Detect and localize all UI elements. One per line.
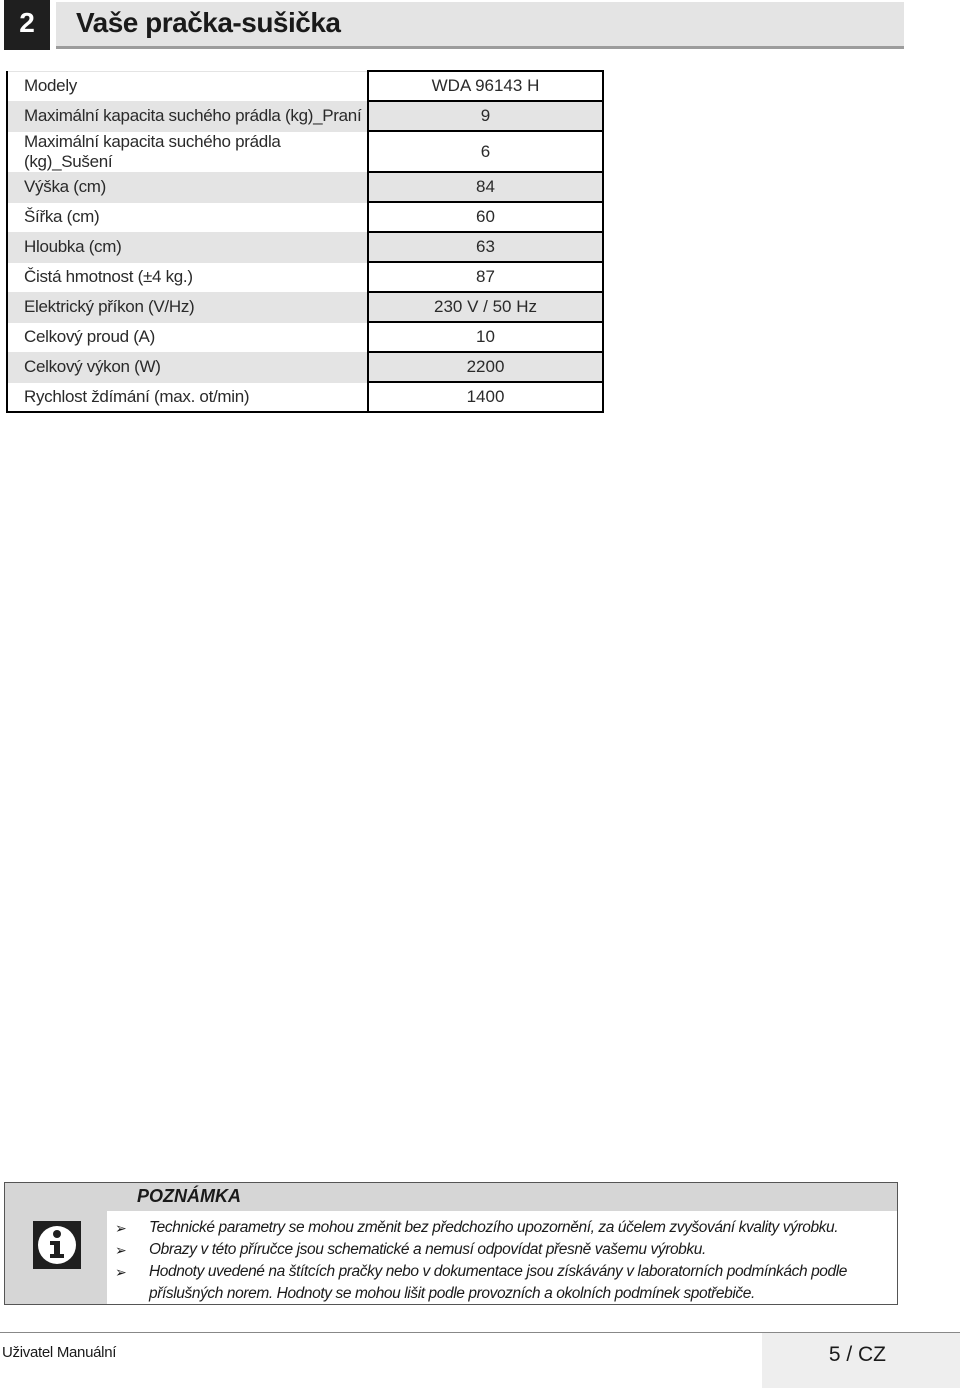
- table-row: [7, 322, 603, 352]
- row-label: Hloubka (cm): [7, 232, 368, 262]
- list-item: [115, 1239, 889, 1261]
- section-number: 2: [4, 0, 50, 50]
- row-label: Maximální kapacita suchého prádla (kg)_Praní: [7, 101, 368, 131]
- section-title-bar: [56, 2, 904, 49]
- row-label: Celkový výkon (W): [7, 352, 368, 382]
- table-row: [7, 382, 603, 412]
- row-value: 10: [368, 322, 603, 352]
- row-value: 87: [368, 262, 603, 292]
- section-title: Vaše pračka-sušička: [76, 7, 341, 38]
- arrow-bullet-icon: ➢: [115, 1264, 127, 1280]
- table-row: [7, 172, 603, 202]
- note-title-bar: [107, 1183, 897, 1211]
- footer-page-box: [762, 1333, 960, 1388]
- note-item-text: Obrazy v této příručce jsou schematické a nemusí odpovídat přesně vašemu výrobku.: [149, 1241, 706, 1258]
- table-row: [7, 202, 603, 232]
- note-icon-column: [5, 1183, 107, 1304]
- row-value: 9: [368, 101, 603, 131]
- row-label: Rychlost ždímání (max. ot/min): [7, 382, 368, 412]
- row-value: 1400: [368, 382, 603, 412]
- section-header: [4, 0, 904, 50]
- footer-manual-label: Uživatel Manuální: [2, 1344, 117, 1361]
- table-row: [7, 352, 603, 382]
- arrow-bullet-icon: ➢: [115, 1242, 127, 1258]
- row-value: 6: [368, 131, 603, 172]
- row-value: 60: [368, 202, 603, 232]
- row-value: 84: [368, 172, 603, 202]
- table-row: [7, 262, 603, 292]
- note-list: [115, 1217, 889, 1305]
- note-item-text: Technické parametry se mohou změnit bez předchozího upozornění, za účelem zvyšování kvality výrobku.: [149, 1219, 839, 1236]
- page-number: 5 / CZ: [828, 1343, 886, 1366]
- list-item: [115, 1261, 889, 1305]
- note-box: [4, 1182, 898, 1305]
- row-label: Výška (cm): [7, 172, 368, 202]
- row-value: WDA 96143 H: [368, 71, 603, 101]
- row-value: 2200: [368, 352, 603, 382]
- row-label: Maximální kapacita suchého prádla (kg)_Sušení: [7, 131, 368, 172]
- row-label: Šířka (cm): [7, 202, 368, 232]
- table-row: [7, 232, 603, 262]
- arrow-bullet-icon: ➢: [115, 1220, 127, 1236]
- list-item: [115, 1217, 889, 1239]
- table-row: [7, 292, 603, 322]
- row-label: Celkový proud (A): [7, 322, 368, 352]
- row-value: 63: [368, 232, 603, 262]
- row-label: Modely: [7, 71, 368, 101]
- row-value: 230 V / 50 Hz: [368, 292, 603, 322]
- specification-table: [6, 70, 604, 413]
- note-title: POZNÁMKA: [137, 1186, 241, 1206]
- info-icon: [33, 1221, 81, 1269]
- table-row: [7, 71, 603, 101]
- row-label: Elektrický příkon (V/Hz): [7, 292, 368, 322]
- note-item-text: Hodnoty uvedené na štítcích pračky nebo v dokumentace jsou získávány v laboratorních podmínkách podle příslušných norem. Hodnoty se mohou lišit podle provozních a okolních podmínek spotřebiče.: [149, 1263, 848, 1302]
- table-row: [7, 101, 603, 131]
- row-label: Čistá hmotnost (±4 kg.): [7, 262, 368, 292]
- table-row: [7, 131, 603, 172]
